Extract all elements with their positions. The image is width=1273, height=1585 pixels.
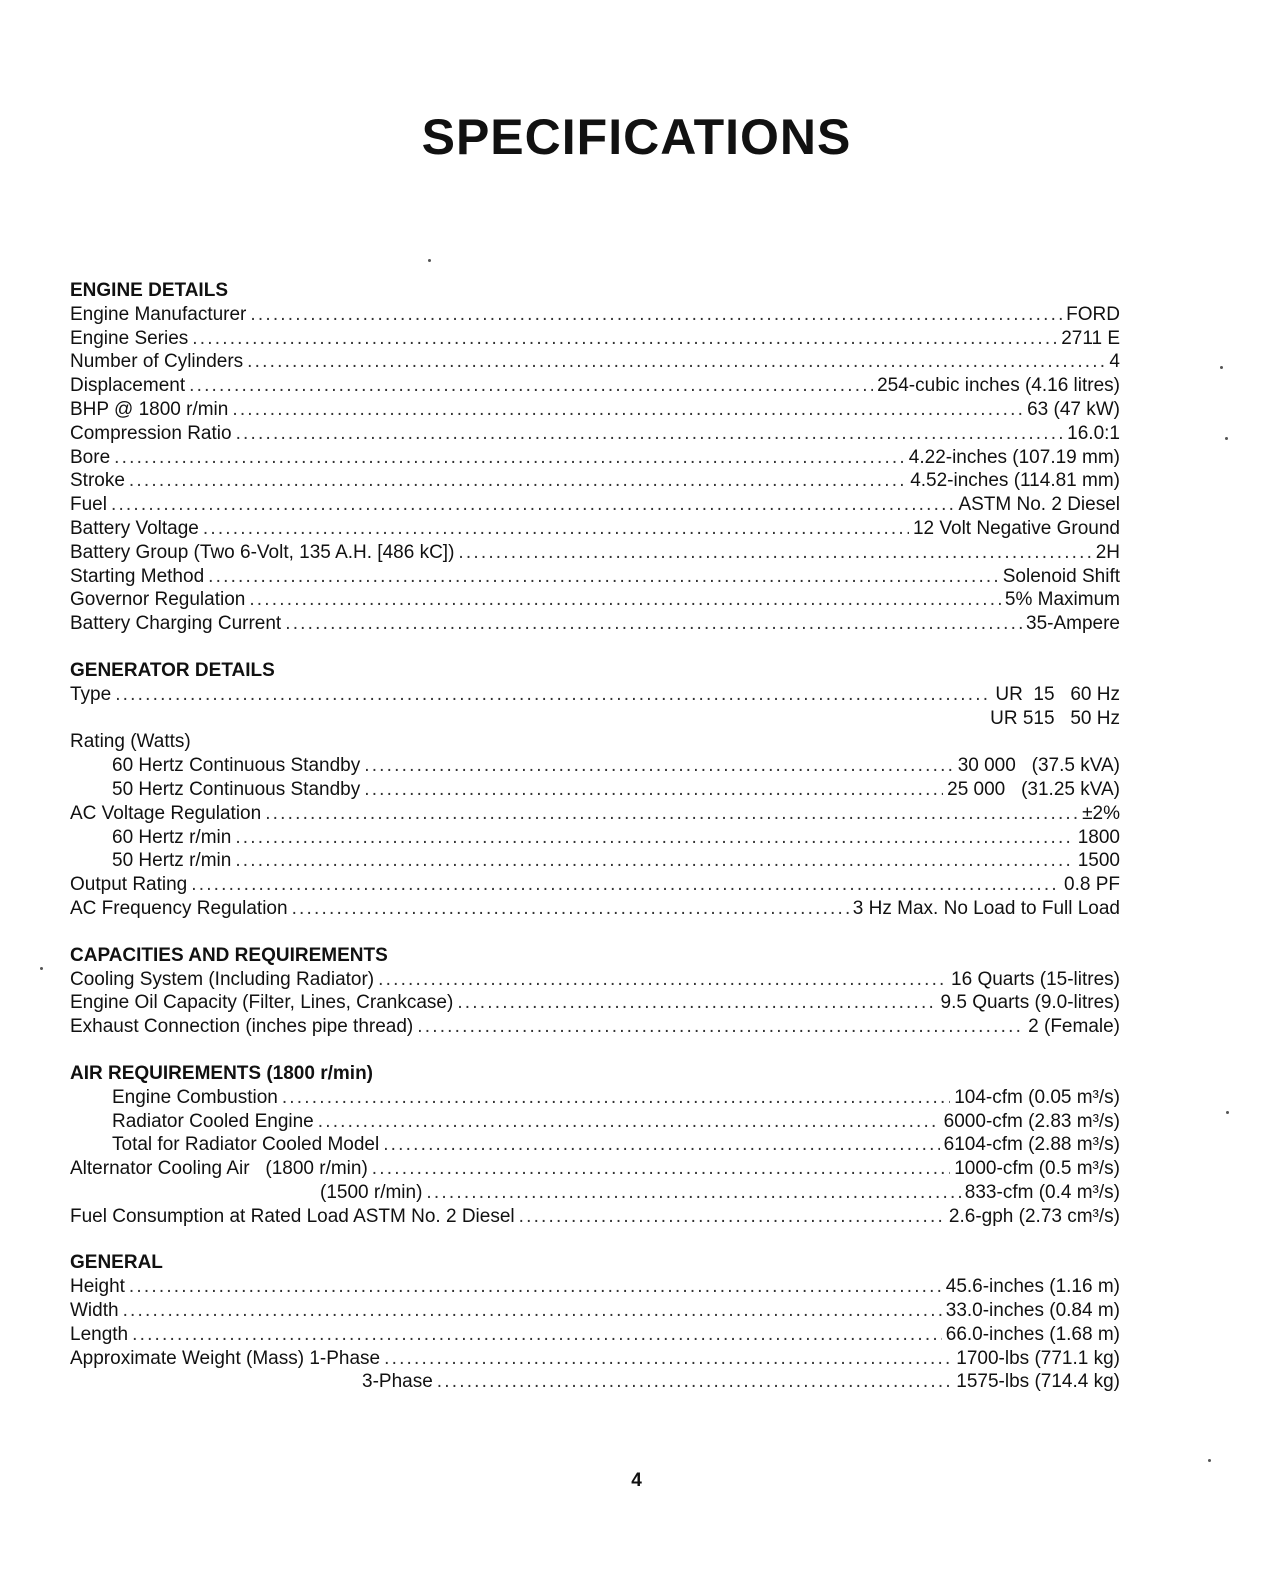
spec-label: Starting Method bbox=[70, 565, 205, 587]
spec-label: Height bbox=[70, 1276, 125, 1298]
dot-leader bbox=[123, 1299, 942, 1323]
spec-value: 1000-cfm (0.5 m³/s) bbox=[954, 1158, 1120, 1180]
dot-leader bbox=[235, 826, 1073, 850]
spec-label: Length bbox=[70, 1323, 129, 1345]
spec-row bbox=[70, 1086, 1120, 1110]
dot-leader bbox=[250, 303, 1062, 327]
dot-leader bbox=[364, 754, 953, 778]
dot-leader bbox=[282, 1086, 950, 1110]
dot-leader bbox=[129, 1275, 942, 1299]
dot-leader bbox=[318, 1110, 940, 1134]
spec-row bbox=[70, 469, 1120, 493]
spec-value: 1500 bbox=[1077, 850, 1120, 872]
spec-value: 1700-lbs (771.1 kg) bbox=[956, 1347, 1120, 1369]
spec-value: 3 Hz Max. No Load to Full Load bbox=[852, 897, 1120, 919]
spec-row bbox=[70, 1275, 1120, 1299]
spec-label: Exhaust Connection (inches pipe thread) bbox=[70, 1016, 414, 1038]
spec-label: Battery Voltage bbox=[70, 517, 199, 539]
spec-label: Engine Combustion bbox=[112, 1086, 278, 1108]
dot-leader bbox=[111, 493, 954, 517]
spec-row bbox=[70, 1157, 1120, 1181]
section-heading: ENGINE DETAILS bbox=[70, 280, 228, 301]
dot-leader bbox=[192, 327, 1057, 351]
spec-value: 1575-lbs (714.4 kg) bbox=[956, 1371, 1120, 1393]
spec-value: ASTM No. 2 Diesel bbox=[958, 494, 1120, 516]
dot-leader bbox=[292, 897, 849, 921]
dot-leader bbox=[372, 1157, 950, 1181]
spec-label: Output Rating bbox=[70, 874, 188, 896]
spec-value: 45.6-inches (1.16 m) bbox=[945, 1276, 1120, 1298]
dot-leader bbox=[115, 683, 991, 707]
section-heading: GENERATOR DETAILS bbox=[70, 659, 275, 681]
spec-label: AC Frequency Regulation bbox=[70, 897, 288, 919]
spec-label: Governor Regulation bbox=[70, 589, 246, 611]
spec-label: Battery Charging Current bbox=[70, 613, 282, 635]
spec-row bbox=[70, 1299, 1120, 1323]
dot-leader bbox=[437, 1370, 953, 1394]
spec-row bbox=[70, 897, 1120, 921]
spec-value: 4.22-inches (107.19 mm) bbox=[908, 446, 1120, 468]
spec-label: Approximate Weight (Mass) 1-Phase bbox=[70, 1347, 381, 1369]
spec-label: Bore bbox=[70, 446, 111, 468]
dot-leader bbox=[129, 469, 906, 493]
spec-value: 4.52-inches (114.81 mm) bbox=[910, 470, 1120, 492]
scan-speck bbox=[1225, 437, 1228, 440]
spec-value: 1800 bbox=[1077, 826, 1120, 848]
spec-row bbox=[70, 707, 1120, 731]
spec-value: 12 Volt Negative Ground bbox=[912, 517, 1120, 539]
generator-details-section bbox=[70, 659, 1120, 921]
spec-label: Alternator Cooling Air (1800 r/min) bbox=[70, 1158, 368, 1180]
dot-leader bbox=[364, 778, 943, 802]
spec-row bbox=[70, 517, 1120, 541]
spec-row bbox=[70, 327, 1120, 351]
spec-value: UR 15 60 Hz bbox=[995, 683, 1120, 705]
dot-leader bbox=[132, 1323, 942, 1347]
spec-value: Solenoid Shift bbox=[1002, 565, 1120, 587]
spec-value: 2H bbox=[1095, 541, 1120, 563]
spec-row bbox=[70, 754, 1120, 778]
spec-row bbox=[70, 1133, 1120, 1157]
spec-row bbox=[70, 826, 1120, 850]
spec-label: Width bbox=[70, 1300, 119, 1322]
dot-leader bbox=[247, 350, 1105, 374]
spec-value: 104-cfm (0.05 m³/s) bbox=[954, 1086, 1120, 1108]
dot-leader bbox=[383, 1133, 939, 1157]
spec-value: 2 (Female) bbox=[1028, 1016, 1120, 1038]
scan-speck bbox=[1208, 1459, 1211, 1462]
spec-value: 33.0-inches (0.84 m) bbox=[945, 1300, 1120, 1322]
dot-leader bbox=[457, 991, 936, 1015]
spec-value: 66.0-inches (1.68 m) bbox=[945, 1323, 1120, 1345]
dot-leader bbox=[236, 422, 1064, 446]
spec-row bbox=[70, 374, 1120, 398]
spec-label: Rating (Watts) bbox=[70, 731, 191, 753]
section-heading: GENERAL bbox=[70, 1252, 163, 1274]
spec-label: Type bbox=[70, 683, 112, 705]
scan-speck bbox=[1220, 366, 1223, 369]
spec-value: ±2% bbox=[1082, 802, 1120, 824]
spec-label: Battery Group (Two 6-Volt, 135 A.H. [486 kC]) bbox=[70, 541, 455, 563]
spec-row bbox=[70, 350, 1120, 374]
spec-row bbox=[70, 683, 1120, 707]
engine-details-section bbox=[70, 279, 1120, 636]
spec-label: Cooling System (Including Radiator) bbox=[70, 968, 375, 990]
scan-speck bbox=[40, 967, 43, 970]
dot-leader bbox=[285, 612, 1022, 636]
scan-speck bbox=[1226, 1111, 1229, 1114]
dot-leader bbox=[417, 1015, 1024, 1039]
spec-label: BHP @ 1800 r/min bbox=[70, 398, 229, 420]
dot-leader bbox=[114, 446, 905, 470]
spec-row bbox=[70, 422, 1120, 446]
spec-row bbox=[70, 1323, 1120, 1347]
spec-row bbox=[70, 1370, 1120, 1394]
spec-row bbox=[70, 446, 1120, 470]
spec-label: AC Voltage Regulation bbox=[70, 802, 262, 824]
dot-leader bbox=[426, 1181, 960, 1205]
spec-value: 254-cubic inches (4.16 litres) bbox=[877, 375, 1120, 397]
spec-value: 30 000 (37.5 kVA) bbox=[957, 755, 1120, 777]
spec-row bbox=[70, 849, 1120, 873]
spec-label: Fuel bbox=[70, 494, 107, 516]
capacities-section bbox=[70, 944, 1120, 1039]
spec-value: UR 515 50 Hz bbox=[990, 707, 1120, 729]
spec-row bbox=[70, 612, 1120, 636]
spec-row bbox=[70, 565, 1120, 589]
spec-row bbox=[70, 778, 1120, 802]
spec-row bbox=[70, 1015, 1120, 1039]
dot-leader bbox=[189, 374, 873, 398]
air-requirements-section bbox=[70, 1062, 1120, 1229]
spec-label: Number of Cylinders bbox=[70, 351, 244, 373]
dot-leader bbox=[208, 565, 999, 589]
spec-value: 16 Quarts (15-litres) bbox=[951, 968, 1120, 990]
spec-value: 2711 E bbox=[1061, 327, 1120, 349]
spec-row bbox=[70, 968, 1120, 992]
spec-value: 6000-cfm (2.83 m³/s) bbox=[943, 1110, 1120, 1132]
spec-label: Compression Ratio bbox=[70, 422, 232, 444]
spec-value: 16.0:1 bbox=[1067, 422, 1120, 444]
spec-label: Fuel Consumption at Rated Load ASTM No. 2 Diesel bbox=[70, 1205, 515, 1227]
spec-row bbox=[70, 1205, 1120, 1229]
spec-label: 50 Hertz r/min bbox=[112, 850, 232, 872]
dot-leader bbox=[203, 517, 909, 541]
dot-leader bbox=[265, 802, 1078, 826]
spec-row bbox=[70, 303, 1120, 327]
dot-leader bbox=[519, 1205, 945, 1229]
dot-leader bbox=[378, 968, 947, 992]
spec-label: Radiator Cooled Engine bbox=[112, 1110, 314, 1132]
general-section bbox=[70, 1251, 1120, 1394]
spec-value: 6104-cfm (2.88 m³/s) bbox=[943, 1134, 1120, 1156]
spec-label: 60 Hertz Continuous Standby bbox=[112, 755, 361, 777]
dot-leader bbox=[232, 398, 1023, 422]
spec-row bbox=[70, 873, 1120, 897]
spec-label: Engine Oil Capacity (Filter, Lines, Crankcase) bbox=[70, 992, 454, 1014]
page-number: 4 bbox=[631, 1470, 642, 1491]
spec-label: Total for Radiator Cooled Model bbox=[112, 1134, 380, 1156]
section-heading: AIR REQUIREMENTS (1800 r/min) bbox=[70, 1062, 373, 1084]
dot-leader bbox=[191, 873, 1060, 897]
spec-value: FORD bbox=[1066, 303, 1120, 325]
spec-label: Engine Manufacturer bbox=[70, 303, 247, 325]
dot-leader bbox=[235, 849, 1073, 873]
page-title: SPECIFICATIONS bbox=[421, 109, 852, 165]
spec-value: 0.8 PF bbox=[1064, 874, 1120, 896]
spec-value: 5% Maximum bbox=[1004, 589, 1120, 611]
scan-speck bbox=[428, 259, 431, 262]
spec-row bbox=[70, 541, 1120, 565]
spec-row bbox=[70, 730, 1120, 754]
spec-row bbox=[70, 398, 1120, 422]
spec-row bbox=[70, 1110, 1120, 1134]
spec-value: 35-Ampere bbox=[1026, 613, 1120, 635]
spec-row bbox=[70, 1181, 1120, 1205]
spec-row bbox=[70, 802, 1120, 826]
spec-label: Engine Series bbox=[70, 327, 189, 349]
spec-value: 9.5 Quarts (9.0-litres) bbox=[940, 992, 1120, 1014]
spec-row bbox=[70, 1347, 1120, 1371]
section-heading: CAPACITIES AND REQUIREMENTS bbox=[70, 944, 388, 966]
spec-label: 60 Hertz r/min bbox=[112, 826, 232, 848]
specifications-content bbox=[70, 279, 1120, 1417]
spec-value: 833-cfm (0.4 m³/s) bbox=[964, 1181, 1120, 1203]
spec-value: 2.6-gph (2.73 cm³/s) bbox=[948, 1205, 1120, 1227]
spec-label: (1500 r/min) bbox=[320, 1181, 423, 1203]
spec-row bbox=[70, 991, 1120, 1015]
spec-label: Displacement bbox=[70, 375, 186, 397]
spec-row bbox=[70, 588, 1120, 612]
spec-value: 25 000 (31.25 kVA) bbox=[947, 778, 1120, 800]
spec-label: Stroke bbox=[70, 470, 125, 492]
dot-leader bbox=[384, 1347, 952, 1371]
spec-value: 4 bbox=[1109, 351, 1120, 373]
spec-row bbox=[70, 493, 1120, 517]
spec-label: 50 Hertz Continuous Standby bbox=[112, 778, 361, 800]
spec-label: 3-Phase bbox=[362, 1371, 433, 1393]
dot-leader bbox=[249, 588, 1001, 612]
spec-value: 63 (47 kW) bbox=[1027, 398, 1120, 420]
dot-leader bbox=[458, 541, 1091, 565]
